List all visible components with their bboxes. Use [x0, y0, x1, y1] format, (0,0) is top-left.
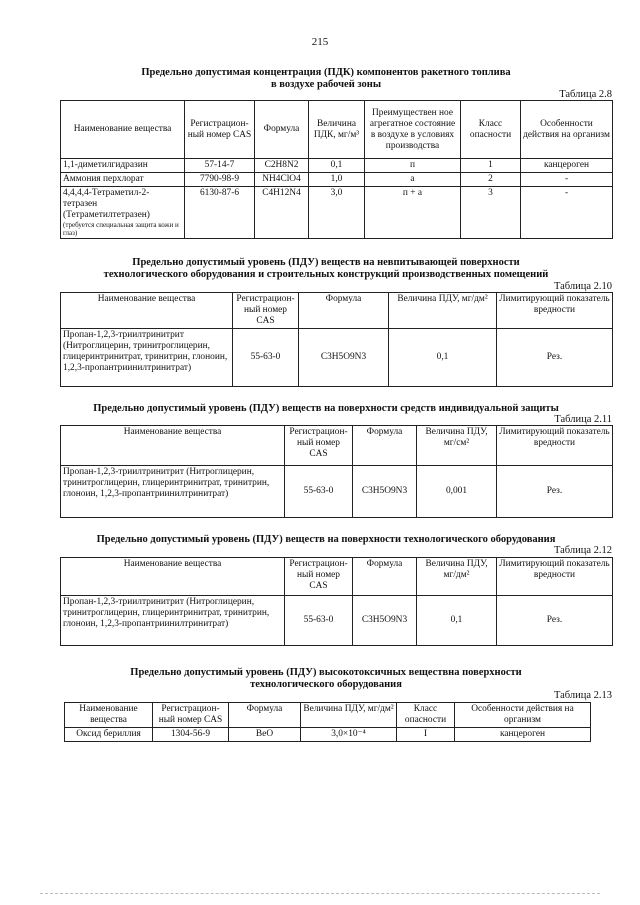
col-header: Регистрацион-ный номер CAS — [153, 703, 229, 728]
pdu-value: 3,0×10⁻⁴ — [301, 728, 397, 742]
table-2-11-title: Предельно допустимый уровень (ПДУ) веществ на поверхности средств индивидуальной защиты — [93, 403, 559, 414]
cas-number: 55-63-0 — [233, 329, 299, 387]
pdk-value: 1,0 — [309, 173, 365, 187]
page-number: 215 — [311, 36, 329, 48]
table-row — [65, 728, 591, 742]
hazard-class: 2 — [461, 173, 521, 187]
col-header: Формула — [353, 426, 417, 466]
col-header: Наименование вещества — [61, 101, 185, 159]
table-2-13-title: Предельно допустимый уровень (ПДУ) высокотоксичных веществна поверхности технологического оборудования — [130, 667, 522, 690]
pdu-value: 0,1 — [417, 596, 497, 646]
col-header: Величина ПДУ, мг/дм² — [301, 703, 397, 728]
substance-name: 1,1-диметилгидразин — [61, 159, 185, 173]
formula: C3H5O9N3 — [299, 329, 389, 387]
cas-number: 1304-56-9 — [153, 728, 229, 742]
hazard-class: 3 — [461, 187, 521, 239]
effect: - — [521, 173, 613, 187]
formula: C2H8N2 — [255, 159, 309, 173]
substance-name-text: 4,4,4,4-Тетраметил-2-тетразен (Тетраметилтетразен) — [63, 188, 150, 220]
pdu-value: 0,1 — [389, 329, 497, 387]
col-header: Наименование вещества — [65, 703, 153, 728]
table-2-11 — [60, 425, 613, 518]
table-2-12 — [60, 557, 613, 646]
col-header: Лимитирующий показатель вредности — [497, 426, 613, 466]
col-header: Величина ПДУ, мг/дм² — [389, 293, 497, 329]
col-header: Лимитирующий показатель вредности — [497, 293, 613, 329]
formula: C4H12N4 — [255, 187, 309, 239]
table-2-13-label: Таблица 2.13 — [553, 690, 612, 701]
aggregate-state: п + а — [365, 187, 461, 239]
table-2-8-label: Таблица 2.8 — [559, 89, 612, 100]
table-header-row — [65, 703, 591, 728]
page-bottom-rule — [40, 893, 600, 894]
col-header: Класс опасности — [397, 703, 455, 728]
col-header: Формула — [255, 101, 309, 159]
substance-name: Аммония перхлорат — [61, 173, 185, 187]
cas-number: 55-63-0 — [285, 466, 353, 518]
formula: BeO — [229, 728, 301, 742]
table-header-row — [61, 101, 613, 159]
col-header: Величина ПДУ, мг/см² — [417, 426, 497, 466]
col-header: Формула — [229, 703, 301, 728]
limit-indicator: Рез. — [497, 466, 613, 518]
substance-note: (требуется специальная защита кожи и глаз) — [63, 221, 179, 237]
limit-indicator: Рез. — [497, 329, 613, 387]
table-2-10 — [60, 292, 613, 387]
substance-name: Пропан-1,2,3-триилтринитрит (Нитроглицерин, тринитроглицерин, глицеринтринитрат, тринитрин, глонoин, 1,2,3-пропантриинилтринитрат) — [61, 466, 285, 518]
col-header: Регистрацион-ный номер CAS — [233, 293, 299, 329]
limit-indicator: Рез. — [497, 596, 613, 646]
col-header: Формула — [299, 293, 389, 329]
col-header: Наименование вещества — [61, 293, 233, 329]
formula: C3H5O9N3 — [353, 596, 417, 646]
col-header: Величина ПДУ, мг/дм² — [417, 558, 497, 596]
table-2-11-label: Таблица 2.11 — [554, 414, 612, 425]
table-2-10-label: Таблица 2.10 — [553, 281, 612, 292]
substance-name: Пропан-1,2,3-триилтринитрит (Нитроглицерин, тринитроглицерин, глицеринтринитрат, тринитрин, глонoин, 1,2,3-пропантриинилтринитрат) — [61, 596, 285, 646]
col-header: Наименование вещества — [61, 558, 285, 596]
table-2-13 — [64, 702, 591, 742]
col-header: Класс опасности — [461, 101, 521, 159]
table-row — [61, 173, 613, 187]
cas-number: 7790-98-9 — [185, 173, 255, 187]
col-header: Наименование вещества — [61, 426, 285, 466]
col-header: Преимуществен ное агрегатное состояние в воздухе в условиях производства — [365, 101, 461, 159]
substance-name — [61, 187, 185, 239]
pdk-value: 0,1 — [309, 159, 365, 173]
aggregate-state: п — [365, 159, 461, 173]
table-header-row — [61, 558, 613, 596]
col-header: Регистрацион-ный номер CAS — [285, 426, 353, 466]
cas-number: 55-63-0 — [285, 596, 353, 646]
substance-name: Пропан-1,2,3-триилтринитрит (Нитроглицерин, тринитроглицерин, глицеринтринитрат, тринитрин, глонoин, 1,2,3-пропантриинилтринитрат) — [61, 329, 233, 387]
pdk-value: 3,0 — [309, 187, 365, 239]
col-header: Формула — [353, 558, 417, 596]
table-row — [61, 329, 613, 387]
table-row — [61, 187, 613, 239]
table-2-10-title: Предельно допустимый уровень (ПДУ) веществ на невпитывающей поверхности технологического оборудования и строительных конструкций производственных помещений — [103, 257, 549, 280]
effect: - — [521, 187, 613, 239]
col-header: Регистрацион-ный номер CAS — [185, 101, 255, 159]
col-header: Лимитирующий показатель вредности — [497, 558, 613, 596]
substance-name: Оксид бериллия — [65, 728, 153, 742]
table-header-row — [61, 293, 613, 329]
aggregate-state: а — [365, 173, 461, 187]
cas-number: 6130-87-6 — [185, 187, 255, 239]
table-row — [61, 596, 613, 646]
table-2-12-title: Предельно допустимый уровень (ПДУ) веществ на поверхности технологического оборудования — [96, 534, 556, 545]
formula: C3H5O9N3 — [353, 466, 417, 518]
hazard-class: 1 — [461, 159, 521, 173]
formula: NH4ClO4 — [255, 173, 309, 187]
effect: канцероген — [455, 728, 591, 742]
cas-number: 57-14-7 — [185, 159, 255, 173]
table-2-12-label: Таблица 2.12 — [553, 545, 612, 556]
table-row — [61, 466, 613, 518]
hazard-class: I — [397, 728, 455, 742]
table-2-8 — [60, 100, 613, 239]
table-row — [61, 159, 613, 173]
col-header: Величина ПДК, мг/м³ — [309, 101, 365, 159]
col-header: Особенности действия на организм — [521, 101, 613, 159]
col-header: Особенности действия на организм — [455, 703, 591, 728]
table-header-row — [61, 426, 613, 466]
table-2-8-title: Предельно допустимая концентрация (ПДК) компонентов ракетного топлива в воздухе рабочей зоны — [141, 67, 511, 90]
pdu-value: 0,001 — [417, 466, 497, 518]
col-header: Регистрацион-ный номер CAS — [285, 558, 353, 596]
effect: канцероген — [521, 159, 613, 173]
